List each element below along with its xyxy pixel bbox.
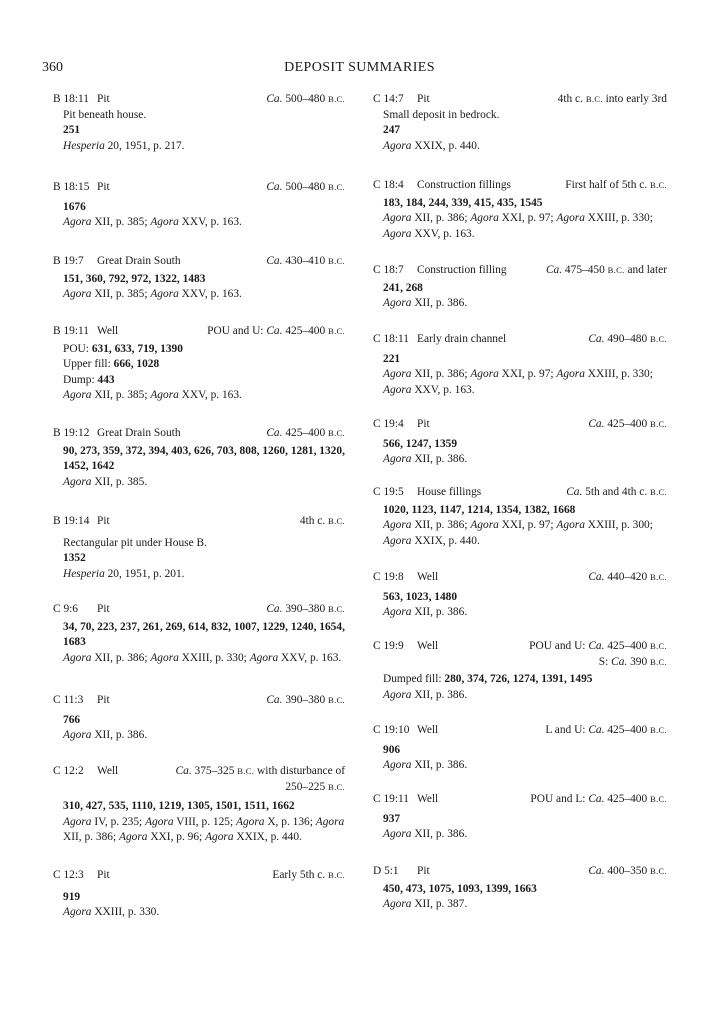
- deposit-type: Pit: [417, 418, 430, 430]
- deposit-type: Well: [97, 325, 119, 337]
- bibliography: Agora XXIII, p. 330.: [63, 906, 160, 919]
- bibliography: Agora IV, p. 235; Agora VIII, p. 125; Agora X, p. 136; Agora XII, p. 386; Agora XXI, p. 96; Agora XXIX, p. 440.: [63, 815, 345, 844]
- deposit-type: House fillings: [417, 486, 482, 498]
- deposit-code: C 18:7: [373, 264, 404, 276]
- deposit-date: POU and L: Ca. 425–400 B.C.: [530, 793, 667, 805]
- deposit-type: Well: [417, 793, 439, 805]
- deposit-code: C 19:4: [373, 418, 404, 430]
- deposit-code: B 18:15: [53, 181, 90, 193]
- deposit-code: C 14:7: [373, 93, 404, 105]
- deposit-date: Ca. 430–410 B.C.: [266, 255, 345, 267]
- deposit-date: Ca. 390–380 B.C.: [266, 603, 345, 615]
- deposit-type: Pit: [97, 869, 110, 881]
- catalogue-numbers: 221: [383, 352, 401, 365]
- fill-line: [63, 373, 345, 389]
- catalogue-numbers: 566, 1247, 1359: [383, 437, 458, 450]
- deposit-code: B 19:14: [53, 515, 90, 527]
- page-number: 360: [42, 60, 63, 75]
- deposit-entry: [373, 485, 667, 549]
- deposit-entry: [53, 180, 345, 231]
- deposit-code: C 12:2: [53, 765, 84, 777]
- deposit-entry: [373, 417, 667, 468]
- deposit-type: Pit: [97, 515, 110, 527]
- catalogue-numbers: 937: [383, 812, 401, 825]
- deposit-type: Great Drain South: [97, 255, 181, 267]
- bibliography: Agora XII, p. 387.: [383, 898, 468, 911]
- bibliography: Agora XII, p. 386; Agora XXI, p. 97; Agora XXIII, p. 330; Agora XXV, p. 163.: [383, 212, 653, 240]
- deposit-entry: [373, 864, 667, 913]
- deposit-code: C 19:10: [373, 724, 410, 736]
- catalogue-numbers: 906: [383, 743, 401, 756]
- catalogue-numbers: 450, 473, 1075, 1093, 1399, 1663: [383, 882, 537, 895]
- catalogue-numbers: 151, 360, 792, 972, 1322, 1483: [63, 272, 206, 285]
- deposit-code: D 5:1: [373, 865, 399, 877]
- deposit-entry: [373, 723, 667, 774]
- catalogue-numbers: 631, 633, 719, 1390: [91, 342, 183, 355]
- catalogue-numbers: 443: [97, 373, 115, 386]
- bibliography: Agora XXIX, p. 440.: [383, 139, 480, 152]
- deposit-code: C 9:6: [53, 603, 79, 615]
- catalogue-numbers: 919: [63, 890, 81, 903]
- deposit-entry: [53, 602, 345, 666]
- deposit-date-continued: 250–225 B.C.: [285, 780, 345, 793]
- catalogue-numbers: 766: [63, 713, 81, 726]
- bibliography: Agora XII, p. 385.: [63, 475, 148, 488]
- catalogue-numbers: 247: [383, 124, 401, 137]
- bibliography: Agora XII, p. 386.: [383, 828, 468, 841]
- catalogue-numbers: 90, 273, 359, 372, 394, 403, 626, 703, 808, 1260, 1281, 1320, 1452, 1642: [63, 444, 345, 473]
- bibliography: Agora XII, p. 386.: [383, 606, 468, 619]
- deposit-type: Pit: [97, 93, 110, 105]
- deposit-type: Pit: [417, 865, 430, 877]
- catalogue-numbers: 183, 184, 244, 339, 415, 435, 1545: [383, 196, 543, 209]
- deposit-code: B 19:11: [53, 325, 89, 337]
- deposit-entry: [373, 332, 667, 398]
- deposit-entry: [53, 324, 345, 404]
- deposit-type: Construction fillings: [417, 179, 511, 191]
- catalogue-numbers: 666, 1028: [113, 358, 160, 371]
- deposit-description: Small deposit in bedrock.: [383, 108, 500, 121]
- deposit-code: C 19:8: [373, 571, 404, 583]
- deposit-code: B 19:7: [53, 255, 84, 267]
- fill-label: POU:: [63, 342, 92, 355]
- catalogue-numbers: 563, 1023, 1480: [383, 590, 458, 603]
- deposit-date-continued: S: Ca. 390 B.C.: [598, 655, 667, 668]
- deposit-date: Ca. 425–400 B.C.: [588, 418, 667, 430]
- catalogue-numbers: 1352: [63, 552, 86, 565]
- deposit-entry: [373, 639, 667, 703]
- catalogue-numbers: 280, 374, 726, 1274, 1391, 1495: [444, 673, 593, 686]
- running-title: DEPOSIT SUMMARIES: [284, 60, 435, 75]
- bibliography: Agora XII, p. 385; Agora XXV, p. 163.: [63, 216, 242, 229]
- deposit-entry: [53, 254, 345, 303]
- page-header: [42, 60, 677, 80]
- deposit-code: C 19:11: [373, 793, 409, 805]
- deposit-code: C 19:5: [373, 486, 404, 498]
- bibliography: Agora XII, p. 386.: [383, 453, 468, 466]
- deposit-type: Well: [417, 640, 439, 652]
- deposit-code: C 18:4: [373, 179, 404, 191]
- deposit-date: Ca. 425–400 B.C.: [266, 427, 345, 439]
- deposit-entry: [53, 693, 345, 744]
- deposit-date: Ca. 400–350 B.C.: [588, 865, 667, 877]
- deposit-date: First half of 5th c. B.C.: [565, 179, 667, 191]
- catalogue-numbers: 251: [63, 124, 81, 137]
- deposit-date: Ca. 440–420 B.C.: [588, 571, 667, 583]
- deposit-entry: [373, 263, 667, 312]
- deposit-type: Pit: [97, 694, 110, 706]
- bibliography: Hesperia 20, 1951, p. 217.: [63, 139, 185, 152]
- deposit-type: Great Drain South: [97, 427, 181, 439]
- bibliography: Agora XII, p. 385; Agora XXV, p. 163.: [63, 288, 242, 301]
- deposit-date: Ca. 500–480 B.C.: [266, 181, 345, 193]
- deposit-entry: [53, 92, 345, 154]
- fill-label: Upper fill:: [63, 358, 114, 371]
- deposit-type: Early drain channel: [417, 333, 507, 345]
- catalogue-numbers: 34, 70, 223, 237, 261, 269, 614, 832, 1007, 1229, 1240, 1654, 1683: [63, 620, 345, 649]
- deposit-date: Ca. 490–480 B.C.: [588, 333, 667, 345]
- deposit-type: Pit: [97, 603, 110, 615]
- deposit-type: Well: [417, 571, 439, 583]
- deposit-date: Ca. 475–450 B.C. and later: [545, 264, 667, 276]
- bibliography: Agora XII, p. 386; Agora XXI, p. 97; Agora XXIII, p. 300; Agora XXIX, p. 440.: [383, 519, 653, 547]
- deposit-entry: [53, 514, 345, 582]
- catalogue-numbers: 1020, 1123, 1147, 1214, 1354, 1382, 1668: [383, 503, 576, 516]
- bibliography: Agora XII, p. 385; Agora XXV, p. 163.: [63, 389, 242, 402]
- deposit-type: Construction filling: [417, 264, 507, 276]
- deposit-entry: [53, 764, 345, 846]
- deposit-entry: [53, 426, 345, 490]
- deposit-code: B 18:11: [53, 93, 89, 105]
- deposit-description: Rectangular pit under House B.: [63, 536, 207, 549]
- deposit-type: Pit: [97, 181, 110, 193]
- deposit-type: Well: [417, 724, 439, 736]
- deposit-date: Early 5th c. B.C.: [272, 869, 345, 881]
- deposit-code: C 12:3: [53, 869, 84, 881]
- deposit-date: 4th c. B.C. into early 3rd: [557, 93, 667, 105]
- bibliography: Agora XII, p. 386; Agora XXI, p. 97; Agora XXIII, p. 330; Agora XXV, p. 163.: [383, 368, 653, 396]
- deposit-code: C 18:11: [373, 333, 409, 345]
- fill-line: [383, 672, 667, 688]
- bibliography: Agora XII, p. 386.: [383, 759, 468, 772]
- fill-line: [63, 357, 345, 373]
- deposit-code: C 19:9: [373, 640, 404, 652]
- deposit-date: Ca. 375–325 B.C. with disturbance of: [175, 765, 345, 777]
- fill-label: Dump:: [63, 373, 98, 386]
- bibliography: Agora XII, p. 386.: [63, 729, 148, 742]
- deposit-date: 4th c. B.C.: [299, 515, 345, 527]
- deposit-code: B 19:12: [53, 427, 90, 439]
- catalogue-numbers: 241, 268: [383, 281, 423, 294]
- deposit-date: L and U: Ca. 425–400 B.C.: [545, 724, 667, 736]
- catalogue-numbers: 310, 427, 535, 1110, 1219, 1305, 1501, 1511, 1662: [63, 800, 295, 813]
- deposit-entry: [373, 92, 667, 154]
- deposit-entry: [373, 178, 667, 242]
- deposit-type: Well: [97, 765, 119, 777]
- deposit-entry: [53, 868, 345, 921]
- deposit-code: C 11:3: [53, 694, 84, 706]
- deposit-date: Ca. 500–480 B.C.: [266, 93, 345, 105]
- bibliography: Agora XII, p. 386.: [383, 297, 468, 310]
- deposit-date: POU and U: Ca. 425–400 B.C.: [529, 640, 667, 652]
- deposit-entry: [373, 792, 667, 843]
- deposit-type: Pit: [417, 93, 430, 105]
- bibliography: Hesperia 20, 1951, p. 201.: [63, 567, 185, 580]
- bibliography: Agora XII, p. 386; Agora XXIII, p. 330; Agora XXV, p. 163.: [63, 651, 342, 664]
- bibliography: Agora XII, p. 386.: [383, 688, 468, 701]
- deposit-date: Ca. 5th and 4th c. B.C.: [566, 486, 667, 498]
- deposit-description: Pit beneath house.: [63, 108, 147, 121]
- catalogue-numbers: 1676: [63, 200, 86, 213]
- deposit-entry: [373, 570, 667, 621]
- fill-line: [63, 342, 345, 358]
- deposit-date: Ca. 390–380 B.C.: [266, 694, 345, 706]
- fill-label: Dumped fill:: [383, 673, 445, 686]
- deposit-date: POU and U: Ca. 425–400 B.C.: [207, 325, 345, 337]
